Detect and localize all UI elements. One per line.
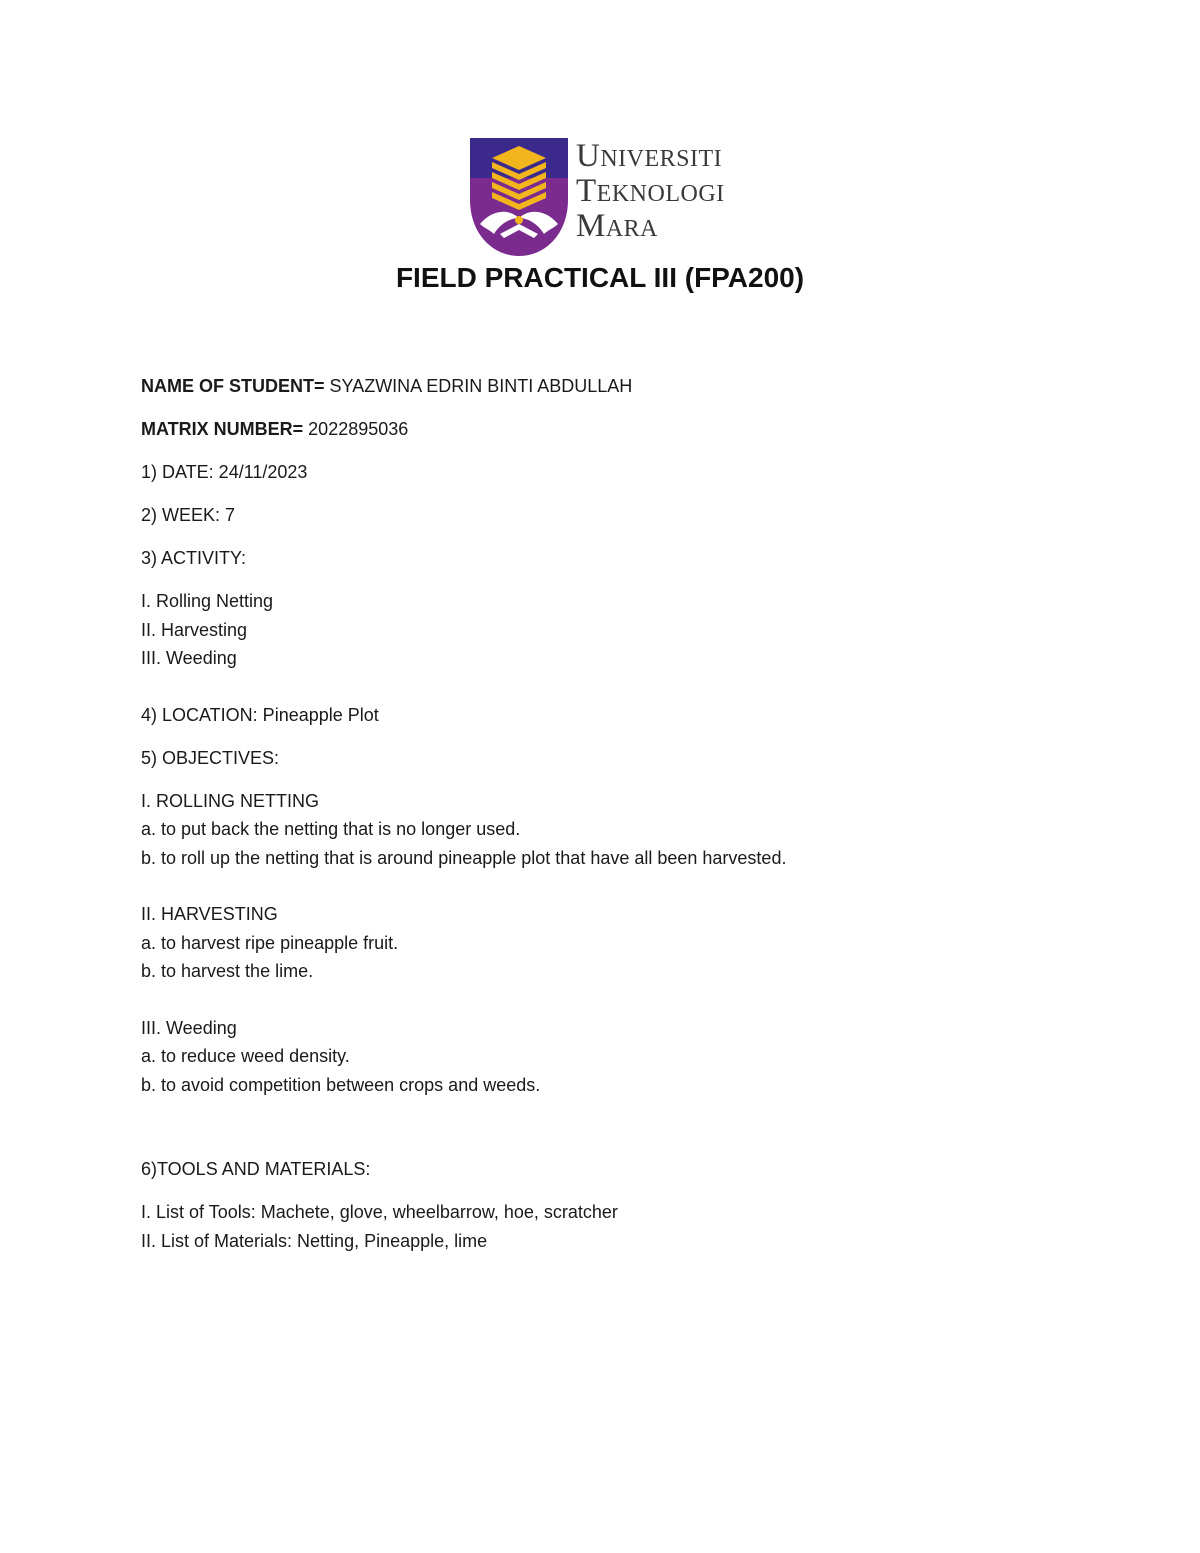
activity-item: I. Rolling Netting xyxy=(141,591,274,611)
objective-point: b. to harvest the lime. xyxy=(141,961,314,981)
wordmark-line-2: TEKNOLOGI xyxy=(576,173,725,209)
objective-point: a. to reduce weed density. xyxy=(141,1046,350,1066)
uitm-emblem-icon xyxy=(470,138,568,258)
objective-point: a. to put back the netting that is no longer used. xyxy=(141,819,521,839)
tools-item: I. List of Tools: Machete, glove, wheelbarrow, hoe, scratcher xyxy=(141,1202,618,1222)
week-line: 2) WEEK: 7 xyxy=(141,505,236,525)
university-wordmark xyxy=(576,140,725,245)
objective-point: b. to avoid competition between crops and weeds. xyxy=(141,1074,541,1095)
objective-point: b. to roll up the netting that is around pineapple plot that have all been harvested. xyxy=(141,847,787,868)
activity-item: II. Harvesting xyxy=(141,619,248,640)
objectives-heading: 5) OBJECTIVES: xyxy=(141,747,280,768)
date-line: 1) DATE: 24/11/2023 xyxy=(141,462,308,482)
objective-section-title: II. HARVESTING xyxy=(141,904,278,924)
activity-heading: 3) ACTIVITY: xyxy=(141,548,247,568)
student-name: NAME OF STUDENT= SYAZWINA EDRIN BINTI ABDULLAH xyxy=(141,376,633,396)
document-body xyxy=(141,372,1101,1255)
tools-item: II. List of Materials: Netting, Pineapple, lime xyxy=(141,1230,488,1251)
matrix-number: MATRIX NUMBER= 2022895036 xyxy=(141,419,409,439)
university-logo xyxy=(470,138,732,258)
objective-point: a. to harvest ripe pineapple fruit. xyxy=(141,932,399,953)
tools-heading: 6)TOOLS AND MATERIALS: xyxy=(141,1159,371,1179)
wordmark-line-3: MARA xyxy=(576,208,659,244)
objective-section-title: I. ROLLING NETTING xyxy=(141,790,320,811)
location-line: 4) LOCATION: Pineapple Plot xyxy=(141,704,379,725)
wordmark-line-1: UNIVERSITI xyxy=(576,138,723,174)
activity-item: III. Weeding xyxy=(141,648,237,668)
document-title: FIELD PRACTICAL III (FPA200) xyxy=(395,262,805,293)
objective-section-title: III. Weeding xyxy=(141,1017,237,1038)
